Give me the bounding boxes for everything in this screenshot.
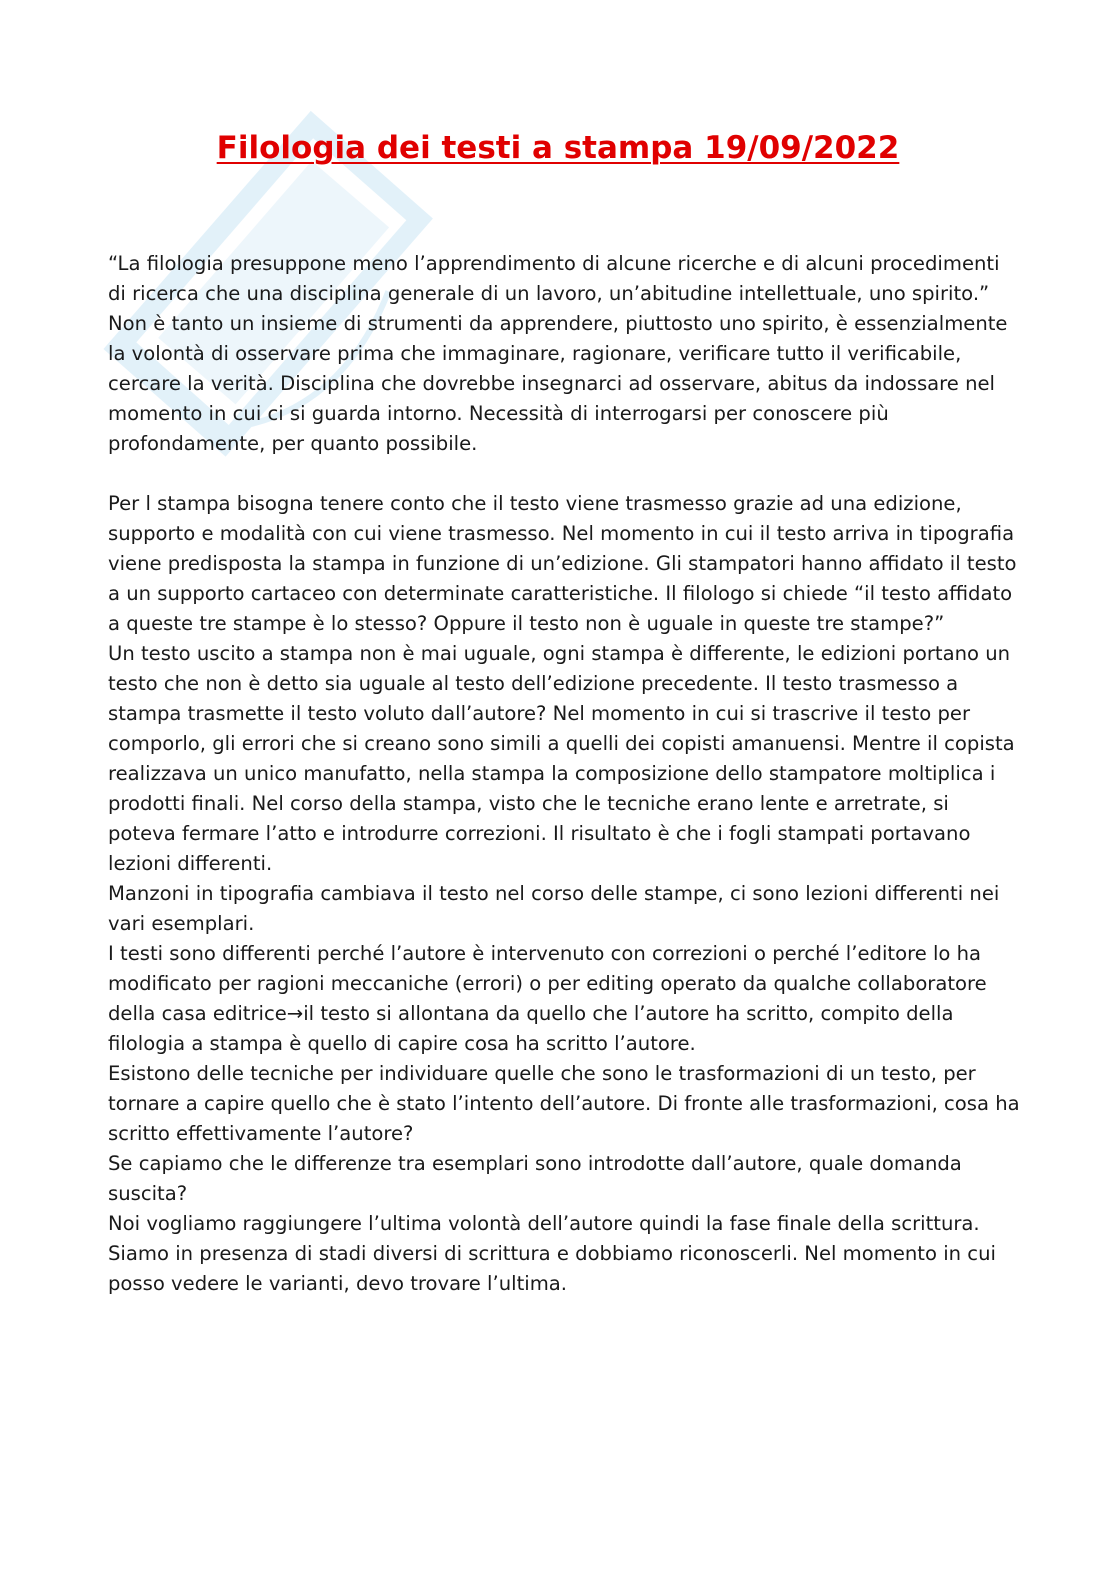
paragraph-part: il testo si allontana da quello che l’autore ha scritto, compito della filologia a stampa è quello di capire cosa ha scritto l’autore. bbox=[108, 1002, 954, 1055]
paragraph: “La filologia presuppone meno l’apprendimento di alcune ricerche e di alcuni procedimenti di ricerca che una disciplina generale di un lavoro, un’abitudine intellettuale, uno spirito.” Non è tanto un insieme di strumenti da apprendere, piuttosto uno spirito, è essenzialmente la volontà di osservare prima che immaginare, ragionare, verificare tutto il verificabile, cercare la verità. Disciplina che dovrebbe insegnarci ad osservare, abitus da indossare nel momento in cui ci si guarda intorno. Necessità di interrogarsi per conoscere più profondamente, per quanto possibile. bbox=[108, 252, 1008, 455]
paragraph: Esistono delle tecniche per individuare quelle che sono le trasformazioni di un testo, per tornare a capire quello che è stato l’intento dell’autore. Di fronte alle trasformazioni, cosa ha scritto effettivamente l’autore? bbox=[108, 1062, 1020, 1145]
document-body bbox=[108, 249, 1020, 1299]
paragraph: Noi vogliamo raggiungere l’ultima volontà dell’autore quindi la fase finale della scrittura. Siamo in presenza di stadi diversi di scrittura e dobbiamo riconoscerli. Nel momento in cui posso vedere le varianti, devo trovare l’ultima. bbox=[108, 1212, 996, 1295]
page-title: Filologia dei testi a stampa 19/09/2022 bbox=[216, 130, 900, 166]
paragraph: Manzoni in tipografia cambiava il testo nel corso delle stampe, ci sono lezioni differenti nei vari esemplari. bbox=[108, 882, 1000, 935]
paragraph-part: I testi sono differenti perché l’autore è intervenuto con correzioni o perché l’editore lo ha modificato per ragioni meccaniche (errori) o per editing operato da qualche collaboratore della casa editrice bbox=[108, 942, 987, 1025]
arrow-icon: → bbox=[286, 1002, 304, 1025]
paragraph: Se capiamo che le differenze tra esemplari sono introdotte dall’autore, quale domanda suscita? bbox=[108, 1152, 962, 1205]
paragraph-gap bbox=[108, 459, 1020, 489]
paragraph-with-arrow bbox=[108, 939, 1020, 1059]
paragraph: Un testo uscito a stampa non è mai uguale, ogni stampa è differente, le edizioni portano un testo che non è detto sia uguale al testo dell’edizione precedente. Il testo trasmesso a stampa trasmette il testo voluto dall’autore? Nel momento in cui si trascrive il testo per comporlo, gli errori che si creano sono simili a quelli dei copisti amanuensi. Mentre il copista realizzava un unico manufatto, nella stampa la composizione dello stampatore moltiplica i prodotti finali. Nel corso della stampa, visto che le tecniche erano lente e arretrate, si poteva fermare l’atto e introdurre correzioni. Il risultato è che i fogli stampati portavano lezioni differenti. bbox=[108, 642, 1015, 875]
paragraph: Per l stampa bisogna tenere conto che il testo viene trasmesso grazie ad una edizione, supporto e modalità con cui viene trasmesso. Nel momento in cui il testo arriva in tipografia viene predisposta la stampa in funzione di un’edizione. Gli stampatori hanno affidato il testo a un supporto cartaceo con determinate caratteristiche. Il filologo si chiede “il testo affidato a queste tre stampe è lo stesso? Oppure il testo non è uguale in queste tre stampe?” bbox=[108, 492, 1017, 635]
